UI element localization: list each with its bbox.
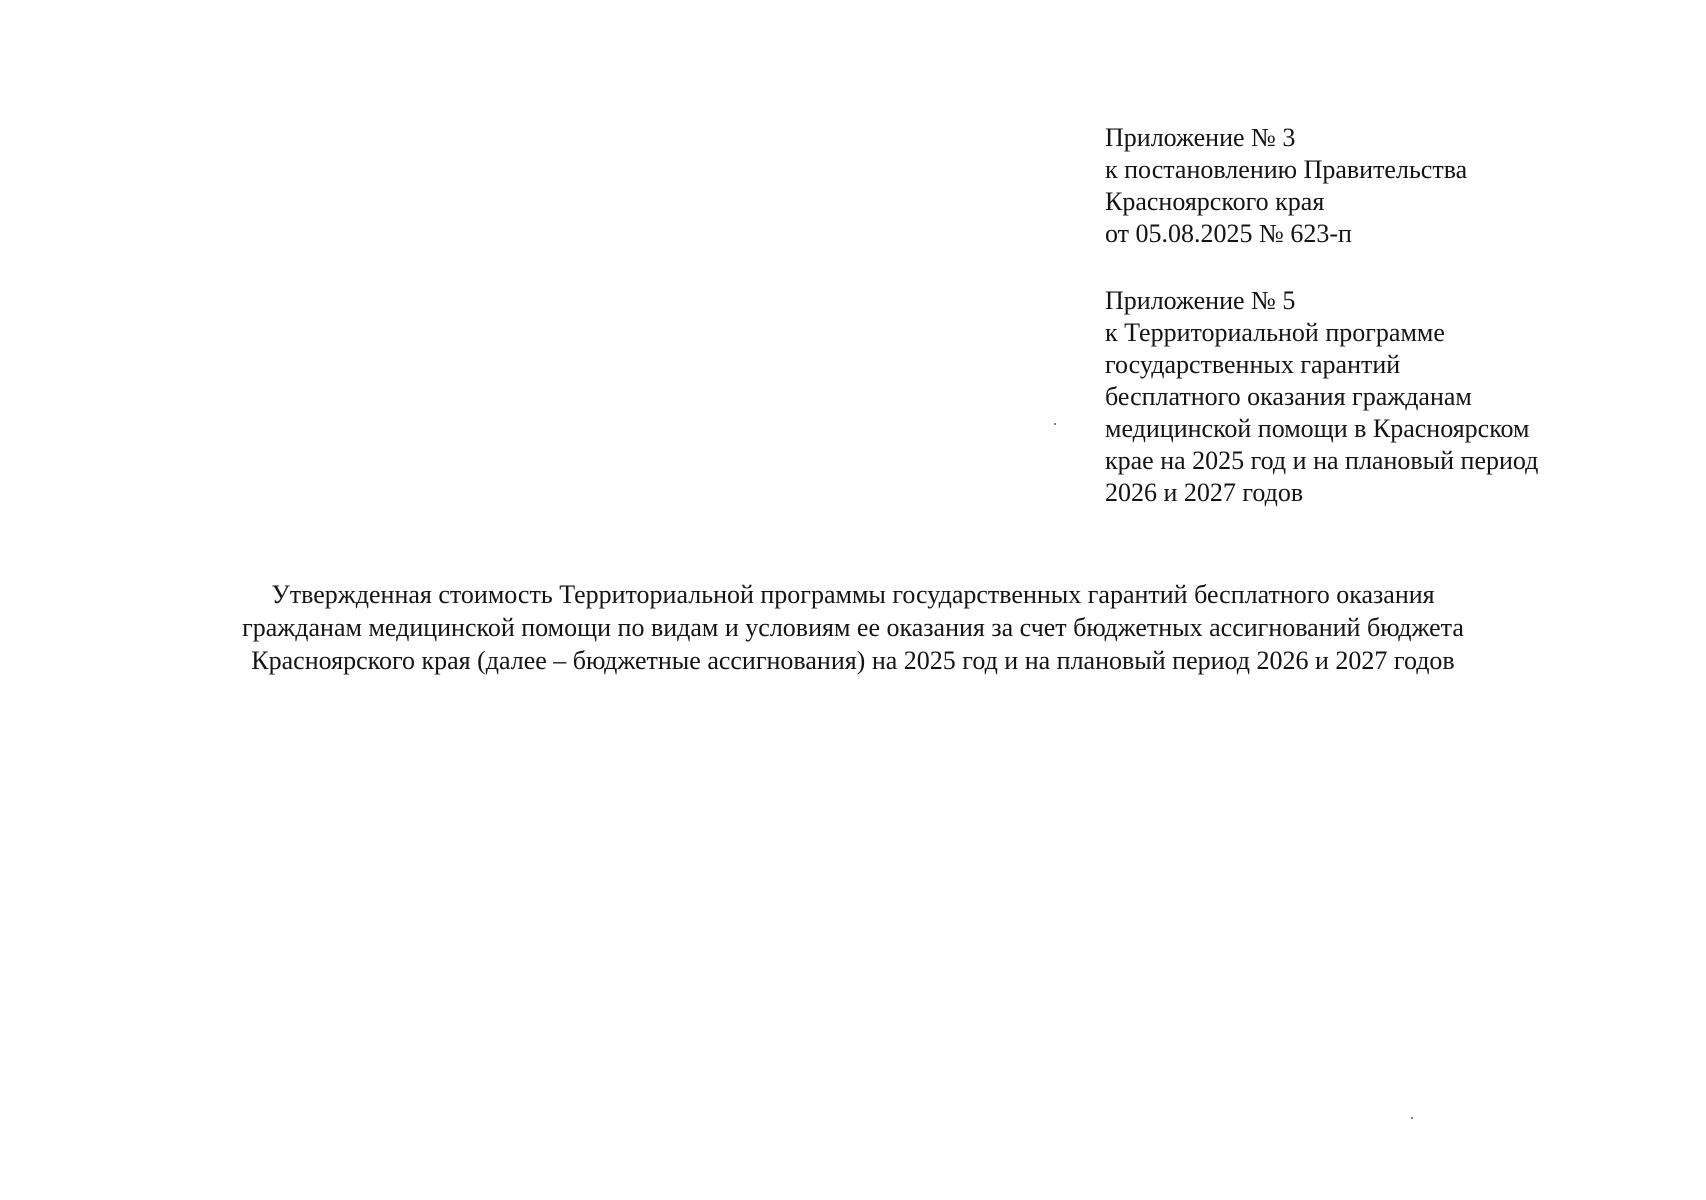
document-title-line-1: Утвержденная стоимость Территориальной программы государственных гарантий бесплатного оказания	[271, 580, 1435, 609]
appendix-5-line-3: государственных гарантий	[1105, 350, 1401, 379]
appendix-3-number: Приложение № 3	[1105, 123, 1296, 152]
document-title	[150, 578, 1556, 677]
appendix-3-line-2: к постановлению Правительства	[1105, 155, 1468, 184]
appendix-3-date: от 05.08.2025 № 623-п	[1105, 219, 1352, 248]
appendix-5-number: Приложение № 5	[1105, 286, 1296, 315]
appendix-5-line-2: к Территориальной программе	[1105, 318, 1445, 347]
appendix-5-line-7: 2026 и 2027 годов	[1105, 478, 1304, 507]
document-title-line-2: гражданам медицинской помощи по видам и условиям ее оказания за счет бюджетных ассигнований бюджета	[242, 613, 1464, 642]
appendix-5-line-5: медицинской помощи в Красноярском	[1105, 414, 1530, 443]
appendix-3-heading	[1105, 122, 1665, 250]
appendix-5-line-4: бесплатного оказания гражданам	[1105, 382, 1472, 411]
appendix-5-heading	[1105, 285, 1665, 509]
scan-speck	[1411, 1117, 1413, 1119]
appendix-5-line-6: крае на 2025 год и на плановый период	[1105, 446, 1539, 475]
document-title-line-3: Красноярского края (далее – бюджетные ассигнования) на 2025 год и на плановый период 2026 и 2027 годов	[251, 646, 1455, 675]
scan-speck	[1054, 423, 1056, 425]
appendix-3-line-3: Красноярского края	[1105, 187, 1325, 216]
